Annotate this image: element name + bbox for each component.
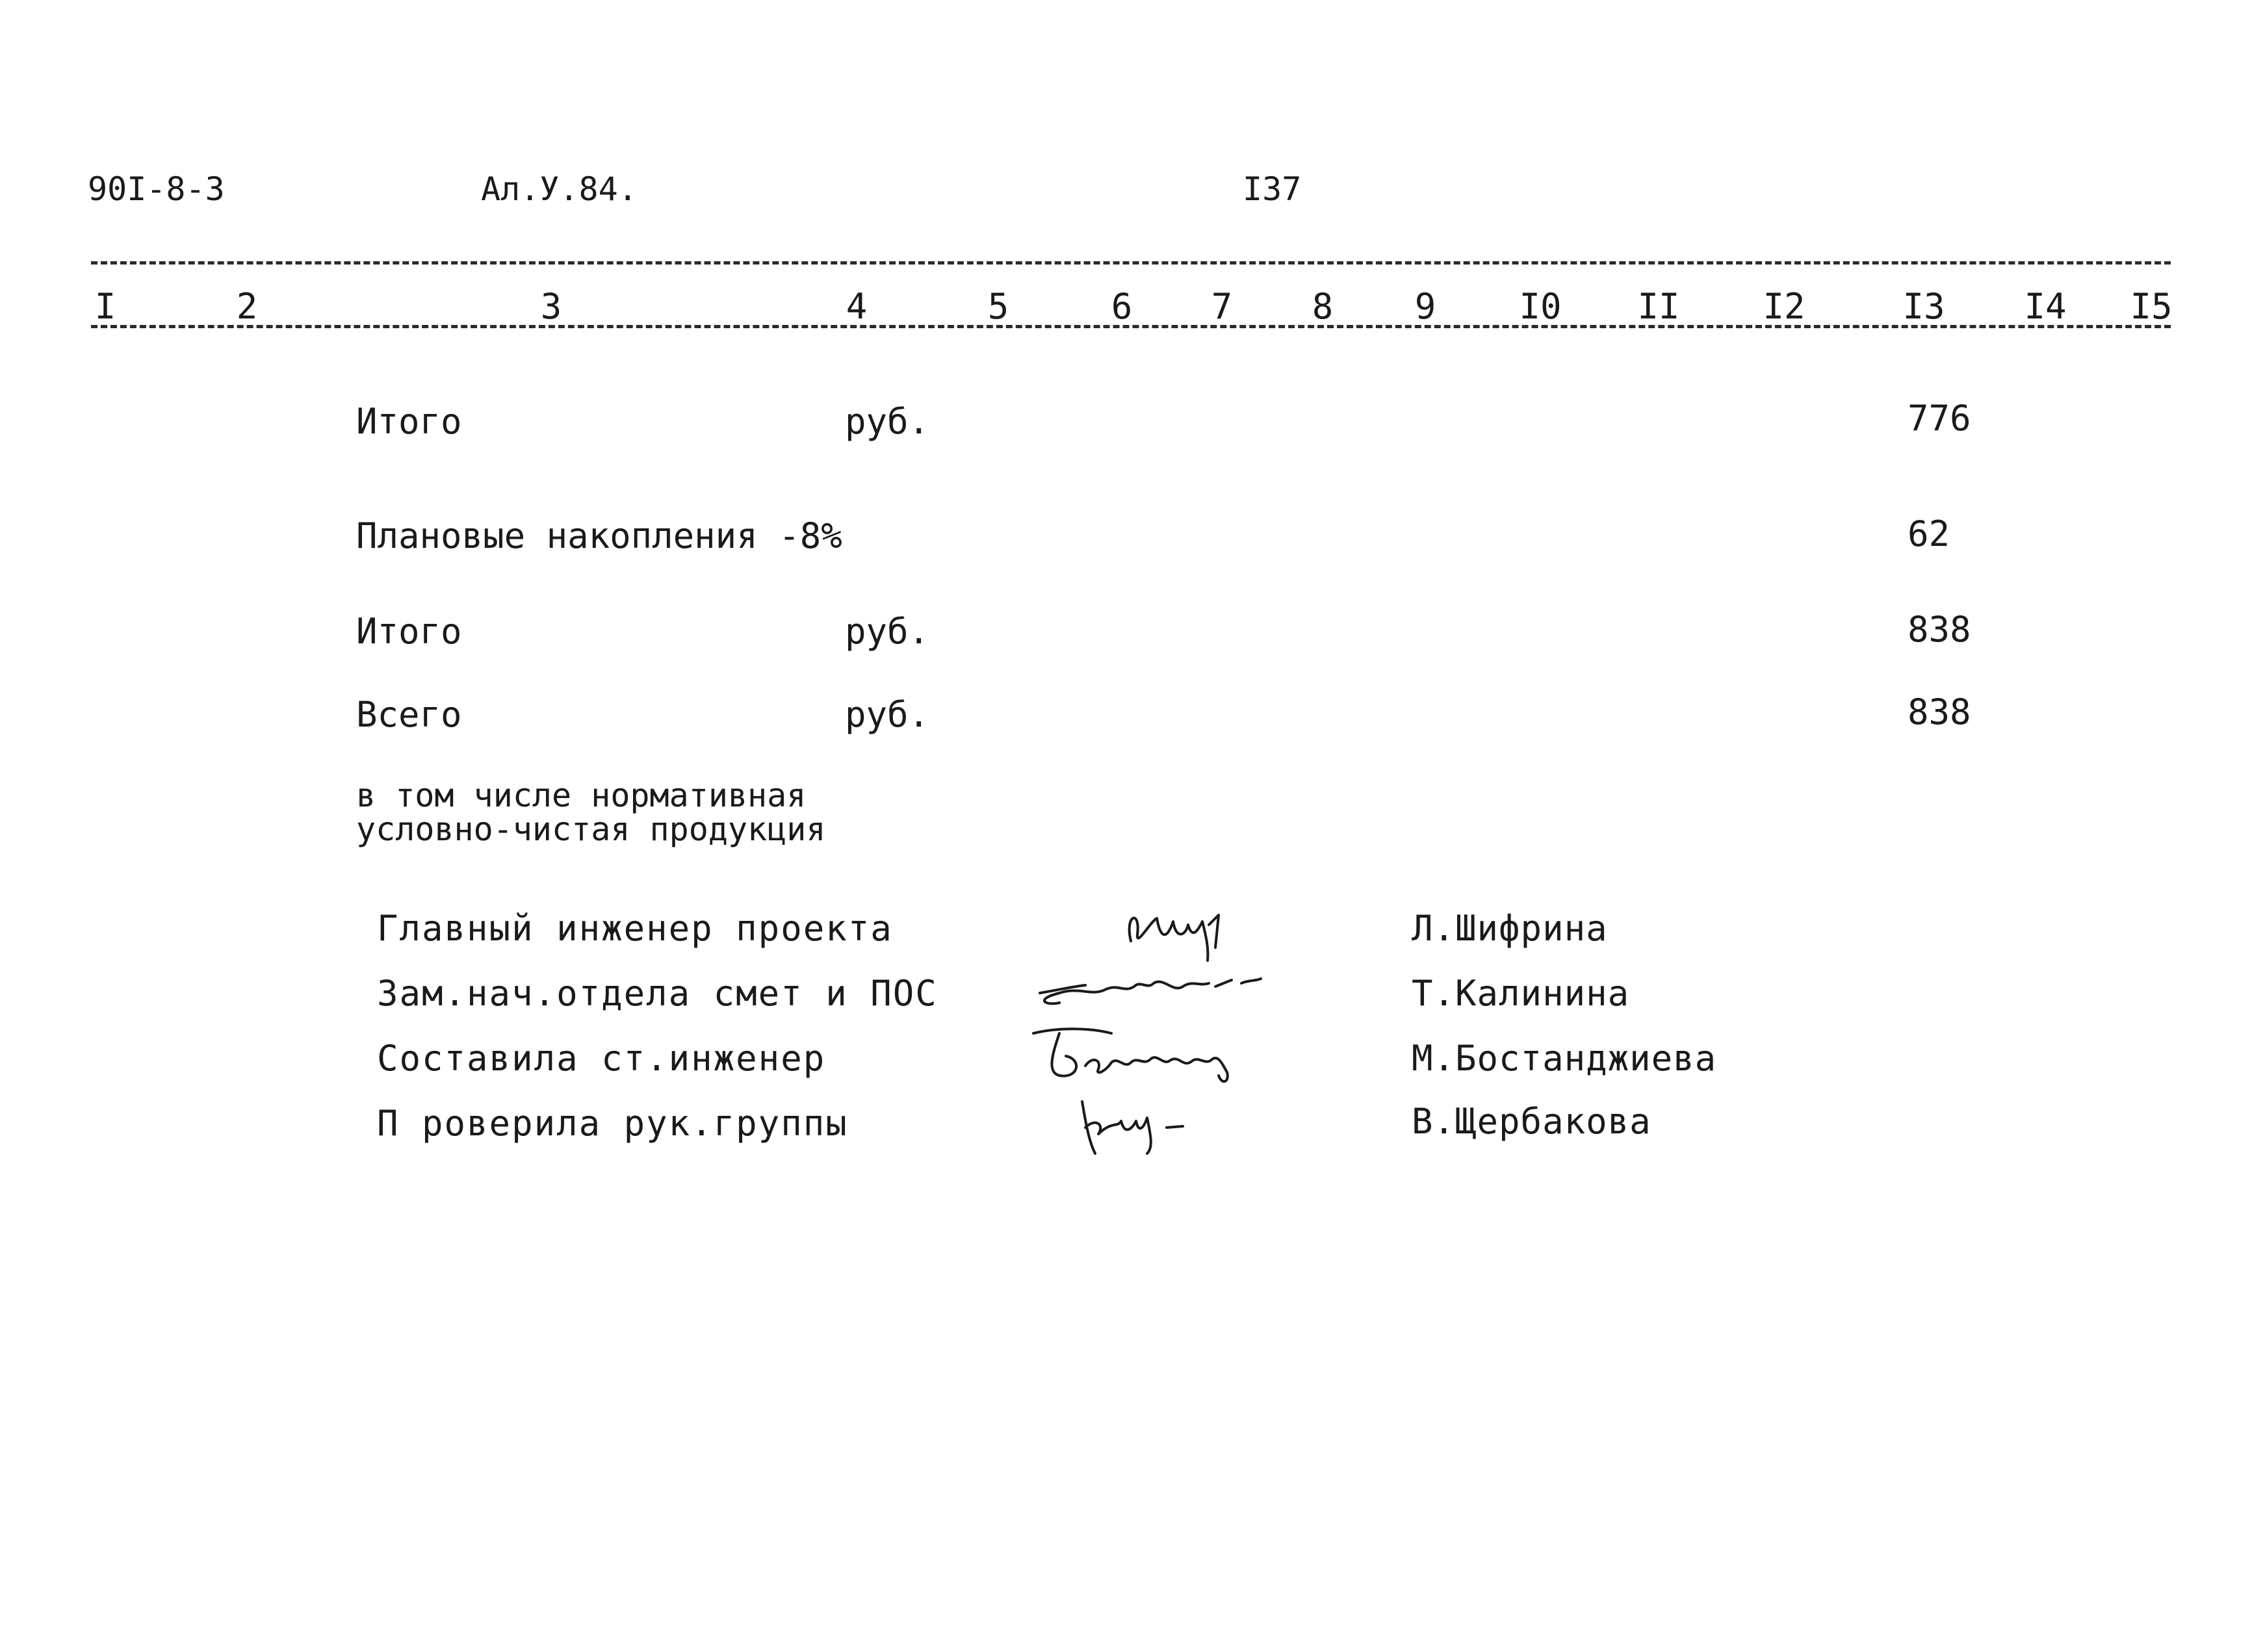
column-number: I0 <box>1519 286 1562 327</box>
column-number: 7 <box>1211 286 1233 327</box>
summary-value: 776 <box>1908 398 1971 439</box>
handwritten-signature <box>1020 1020 1293 1092</box>
album-reference: Ал.У.84. <box>481 170 638 208</box>
column-number: I4 <box>2024 286 2067 327</box>
handwritten-signature <box>1020 954 1293 1026</box>
page-number: I37 <box>1243 170 1302 208</box>
column-number: 8 <box>1312 286 1334 327</box>
signatory-role: Главный инженер проекта <box>377 908 893 949</box>
column-number: 4 <box>846 286 868 327</box>
column-number: I <box>94 286 116 327</box>
summary-unit: руб. <box>845 401 930 442</box>
column-number: I3 <box>1902 286 1945 327</box>
document-code: 90I-8-3 <box>88 170 225 208</box>
handwritten-signature <box>1020 1089 1293 1160</box>
column-number: II <box>1637 286 1680 327</box>
column-number: 6 <box>1111 286 1133 327</box>
column-header-bottom-rule <box>91 325 2171 328</box>
summary-label: Плановые накопления -8% <box>356 515 842 556</box>
column-number: 2 <box>236 286 258 327</box>
signatory-role: Зам.нач.отдела смет и ПОС <box>377 973 938 1014</box>
summary-label: Итого <box>356 611 462 652</box>
note-line: условно-чистая продукция <box>356 810 826 848</box>
note-block <box>356 779 825 846</box>
summary-label: Всего <box>356 694 462 735</box>
column-number: 3 <box>540 286 562 327</box>
column-header-top-rule <box>91 261 2171 265</box>
signatory-name: М.Бостанджиева <box>1412 1038 1717 1079</box>
summary-label: Итого <box>356 401 462 442</box>
summary-value: 838 <box>1908 609 1971 650</box>
column-number: 5 <box>987 286 1009 327</box>
summary-unit: руб. <box>845 611 930 652</box>
note-line: в том числе нормативная <box>356 777 807 814</box>
column-number: I2 <box>1763 286 1806 327</box>
summary-value: 62 <box>1908 513 1950 554</box>
signatory-name: В.Щербакова <box>1412 1101 1651 1142</box>
summary-unit: руб. <box>845 694 930 735</box>
signatory-role: П роверила рук.группы <box>377 1103 848 1144</box>
summary-value: 838 <box>1908 691 1971 732</box>
column-number: I5 <box>2130 286 2173 327</box>
signatory-name: Л.Шифрина <box>1412 908 1608 949</box>
signatory-role: Составила ст.инженер <box>377 1038 826 1079</box>
column-number: 9 <box>1414 286 1436 327</box>
signatory-name: Т.Калинина <box>1412 973 1630 1014</box>
